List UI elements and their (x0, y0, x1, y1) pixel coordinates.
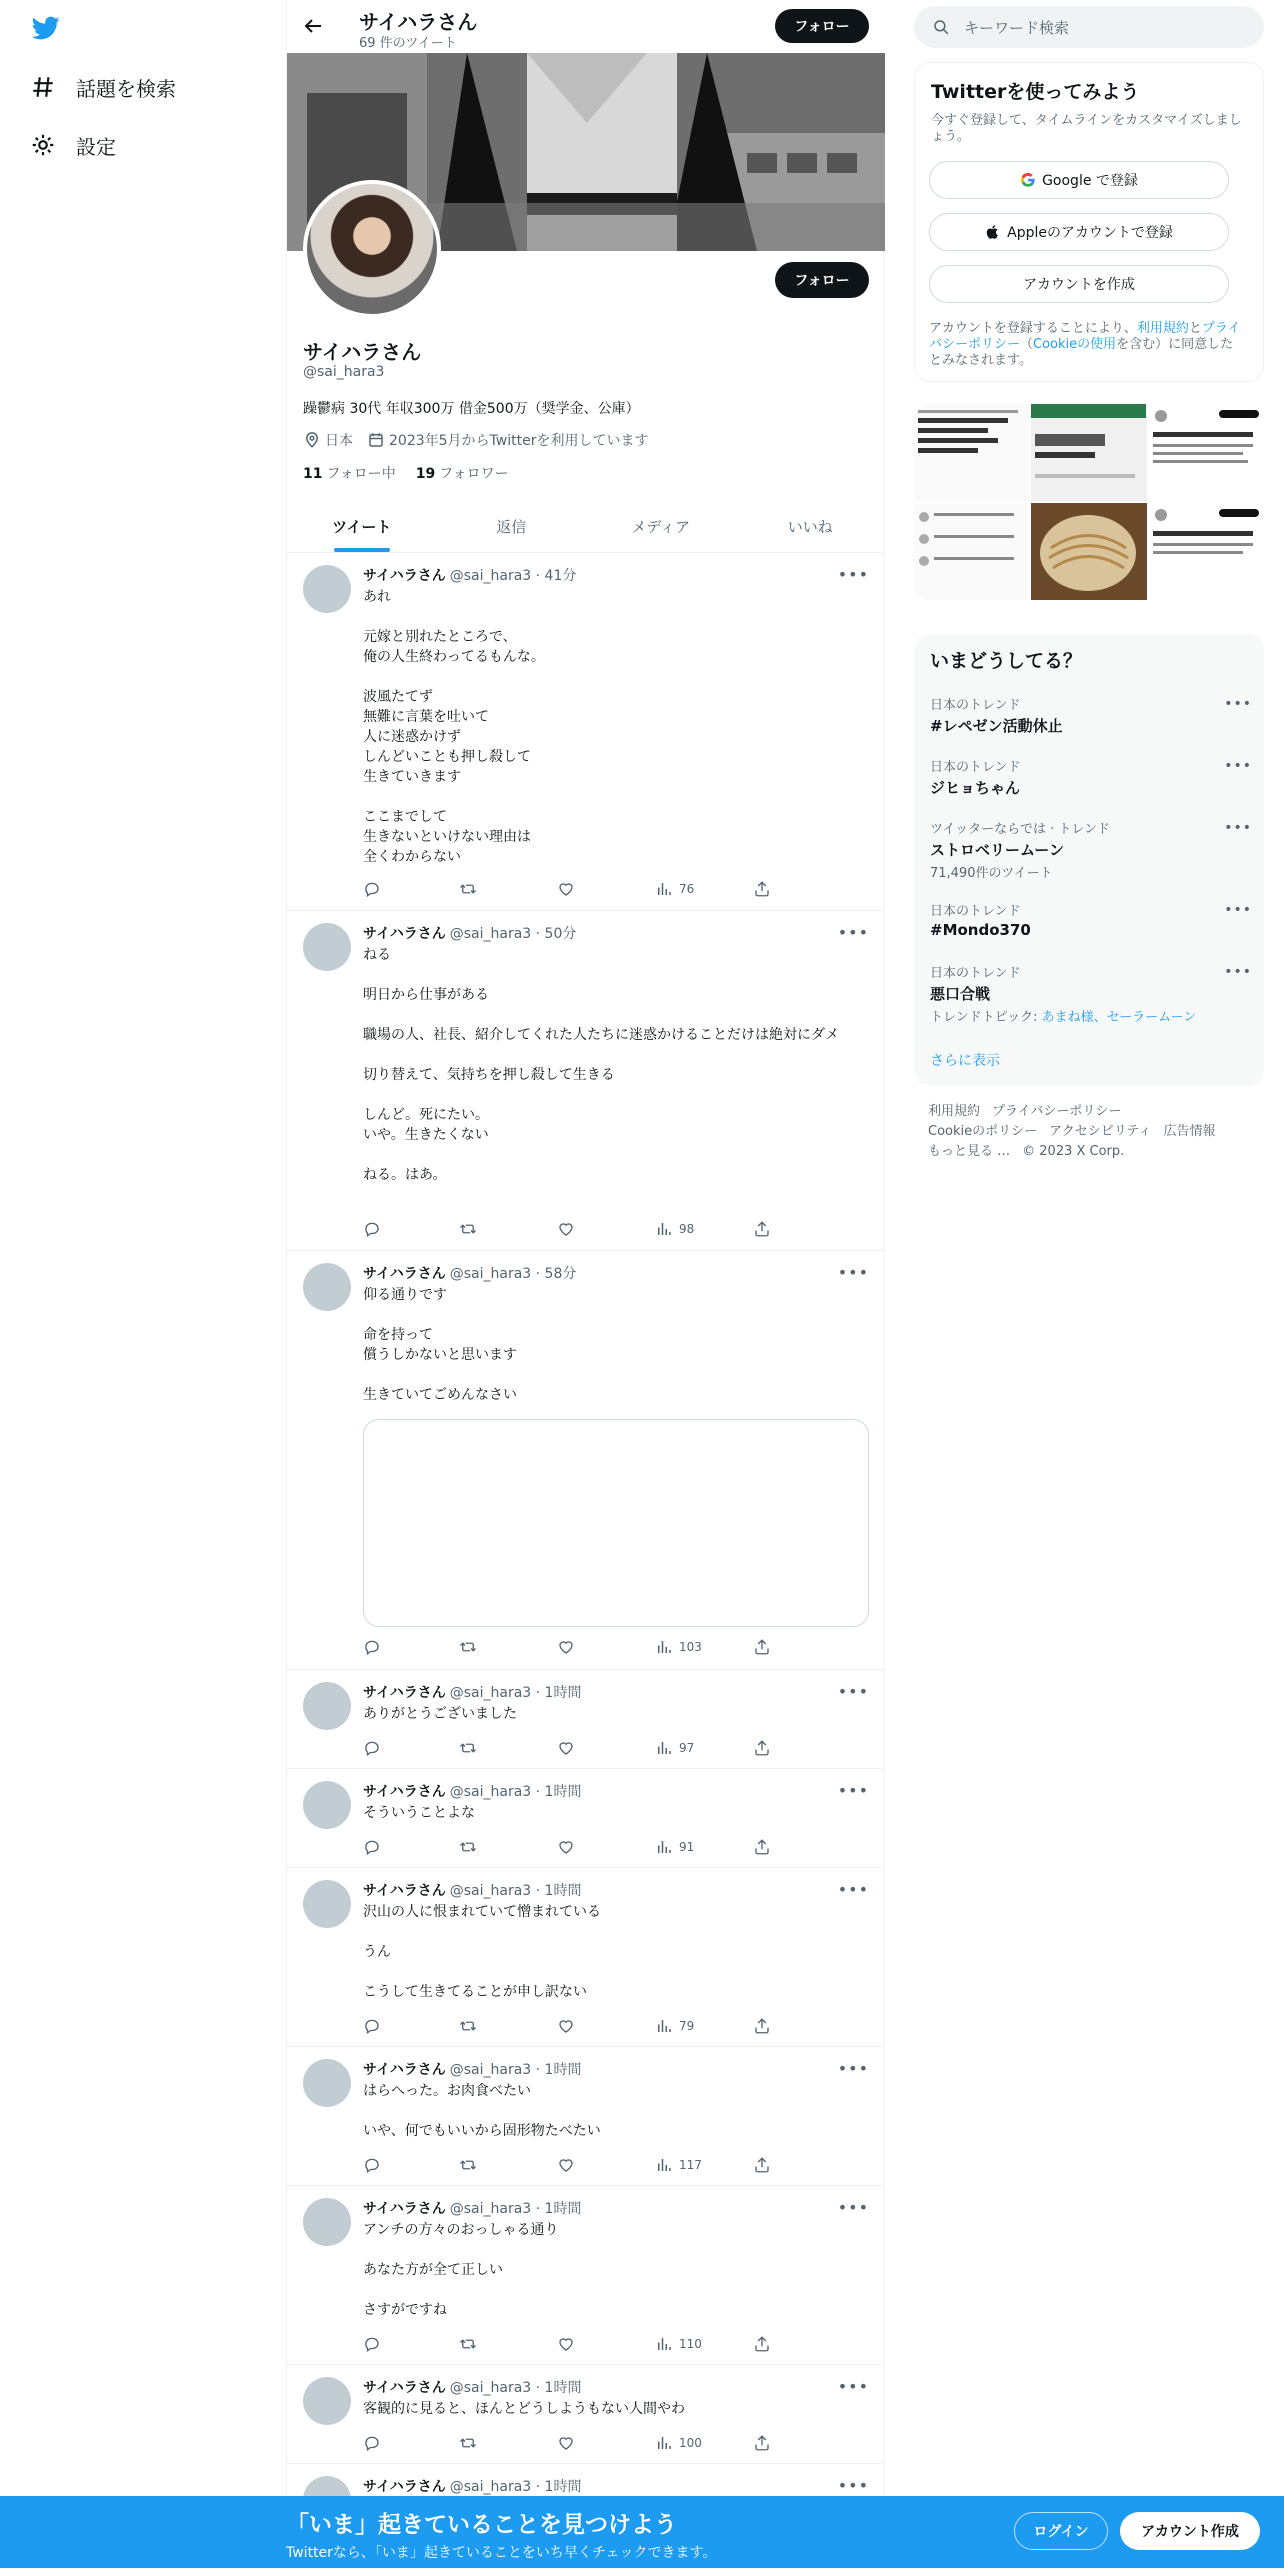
tweet[interactable] (287, 2047, 885, 2186)
privacy-link[interactable]: プライバシーポリシー (929, 321, 1241, 352)
tweet-header (363, 2198, 581, 2218)
google-signup-button[interactable] (929, 161, 1229, 199)
tweet-header (363, 565, 576, 585)
tweet-text: そういうことよな (363, 1805, 475, 1821)
tweet[interactable] (287, 2365, 885, 2464)
more-icon[interactable]: ••• (837, 2059, 869, 2078)
tweet-text: アンチの方々のおっしゃる通り あなた方が全て正しい さすがですね (363, 2222, 559, 2318)
tweet-author-name[interactable]: サイハラさん (363, 926, 446, 942)
tweet-avatar[interactable] (303, 1781, 351, 1829)
following-count: 11 (303, 466, 323, 482)
trend-topic-link[interactable]: あまね様、セーラームーン (1041, 1010, 1197, 1025)
profile-follow-stats (303, 463, 509, 483)
profile-joined-date: 2023年5月からTwitterを利用しています (389, 433, 649, 449)
trends-title: いまどうしてる？ (930, 650, 1083, 672)
nav-settings[interactable] (30, 125, 116, 165)
view-count: 79 (679, 2019, 695, 2033)
profile-meta (303, 430, 648, 450)
views-button[interactable] (655, 1837, 694, 1857)
nav-explore[interactable] (30, 67, 176, 107)
tweet-text: あれ 元嫁と別れたところで、 俺の人生終わってるもんな。 波風たてず 無難に言葉を吐いて 人に迷惑かけず しんどいことも押し殺して 生きていきます ここまでして 生きないといけない理由は 全くわからない (363, 589, 545, 865)
tweet-actions (363, 2016, 803, 2036)
profile-location: 日本 (325, 433, 353, 449)
heart-icon (557, 1220, 575, 1238)
trend-topic-prefix: トレンドトピック: (930, 1010, 1042, 1025)
view-count: 97 (679, 1741, 695, 1755)
nav-settings-label: 設定 (76, 134, 116, 159)
tweet-author-name[interactable]: サイハラさん (363, 1784, 446, 1800)
tweet-author-name[interactable]: サイハラさん (363, 2201, 446, 2217)
more-icon[interactable]: ••• (1224, 758, 1252, 774)
share-button[interactable] (753, 1219, 777, 1239)
share-icon (753, 1838, 771, 1856)
more-icon[interactable]: ••• (837, 1682, 869, 1701)
profile-bio: 躁鬱病 30代 年収300万 借金500万（奨学金、公庫） (303, 401, 640, 417)
profile-timeline (286, 0, 884, 2568)
media-preview-grid[interactable] (914, 404, 1264, 600)
signup-card-title: Twitterを使ってみよう (931, 81, 1140, 103)
reply-button[interactable] (363, 1738, 387, 1758)
views-bar-chart-icon (655, 1739, 673, 1757)
following-label: フォロー中 (326, 466, 396, 482)
heart-icon (557, 2335, 575, 2353)
share-icon (753, 2156, 771, 2174)
heart-icon (557, 2156, 575, 2174)
retweet-button[interactable] (459, 1219, 483, 1239)
more-icon[interactable]: ••• (837, 2377, 869, 2396)
tweet-actions (363, 879, 803, 899)
views-button[interactable] (655, 879, 694, 899)
tweet-actions (363, 1637, 803, 1657)
share-button[interactable] (753, 2016, 777, 2036)
tweet-handle-time: @sai_hara3 · 1時間 (449, 1883, 582, 1899)
retweet-icon (459, 1220, 477, 1238)
heart-icon (557, 1638, 575, 1656)
trend-context: 日本のトレンド (930, 966, 1021, 981)
tweet-header (363, 2476, 581, 2496)
views-bar-chart-icon (655, 1838, 673, 1856)
signup-card-subtitle: 今すぐ登録して、タイムラインをカスタマイズしましょう。 (931, 113, 1242, 144)
trend-title: ジヒョちゃん (930, 779, 1021, 797)
share-button[interactable] (753, 1738, 777, 1758)
share-button[interactable] (753, 879, 777, 899)
heart-icon (557, 1838, 575, 1856)
tweet-text: 沢山の人に恨まれていて憎まれている うん こうして生きてることが申し訳ない (363, 1904, 601, 2000)
views-bar-chart-icon (655, 2017, 673, 2035)
tweet-handle-time: @sai_hara3 · 1時間 (449, 2380, 582, 2396)
reply-button[interactable] (363, 2155, 387, 2175)
media-thumb-art (1031, 404, 1146, 501)
like-button[interactable] (557, 1837, 581, 1857)
view-count: 117 (679, 2158, 702, 2172)
reply-icon (363, 1739, 381, 1757)
heart-icon (557, 1739, 575, 1757)
footer-cookie[interactable]: Cookieのポリシー (928, 1124, 1038, 1139)
legal-text-3: （ (1020, 337, 1034, 352)
more-icon[interactable]: ••• (837, 565, 869, 584)
retweet-icon (459, 1638, 477, 1656)
media-thumb-art (1149, 404, 1264, 501)
more-icon[interactable]: ••• (837, 1263, 869, 1282)
reply-button[interactable] (363, 2334, 387, 2354)
tweet[interactable] (287, 2186, 885, 2365)
tweet-text: はらへった。お肉食べたい いや、何でもいいから固形物たべたい (363, 2083, 601, 2139)
media-thumb-art (914, 404, 1029, 501)
tweet[interactable] (287, 553, 885, 911)
reply-button[interactable] (363, 879, 387, 899)
share-icon (753, 880, 771, 898)
reply-icon (363, 1220, 381, 1238)
like-button[interactable] (557, 2155, 581, 2175)
reply-icon (363, 2156, 381, 2174)
trend-context: 日本のトレンド (930, 698, 1021, 713)
views-bar-chart-icon (655, 2434, 673, 2452)
signup-legal-text (929, 321, 1245, 369)
calendar-icon (367, 431, 385, 449)
tweet-header (363, 2059, 581, 2079)
retweet-icon (459, 1739, 477, 1757)
tweet-author-name[interactable]: サイハラさん (363, 2479, 446, 2495)
trend-title: 悪口合戦 (930, 985, 991, 1003)
gear-icon (30, 132, 56, 158)
view-count: 98 (679, 1222, 695, 1236)
trend-item[interactable] (930, 756, 1250, 798)
cookie-link[interactable]: Cookieの使用 (1033, 337, 1117, 352)
share-button[interactable] (753, 1837, 777, 1857)
trend-item[interactable] (930, 900, 1250, 939)
footer-ads[interactable]: 広告情報 (1163, 1124, 1216, 1139)
tweet-actions (363, 1219, 803, 1239)
followers-count: 19 (415, 466, 436, 482)
show-more-link[interactable]: さらに表示 (930, 1053, 1000, 1069)
trend-context: 日本のトレンド (930, 760, 1021, 775)
reply-button[interactable] (363, 1837, 387, 1857)
share-button[interactable] (753, 2334, 777, 2354)
tweet[interactable] (287, 1769, 885, 1868)
retweet-icon (459, 1838, 477, 1856)
search-box[interactable] (914, 6, 1264, 48)
like-button[interactable] (557, 2433, 581, 2453)
footer-accessibility[interactable]: アクセシビリティ (1049, 1124, 1152, 1139)
tweet-handle-time: @sai_hara3 · 1時間 (449, 2201, 582, 2217)
like-button[interactable] (557, 2334, 581, 2354)
tweet-avatar[interactable] (303, 2059, 351, 2107)
tweet-avatar[interactable] (303, 923, 351, 971)
apple-signup-button[interactable] (929, 213, 1229, 251)
trend-topic (930, 1006, 1250, 1025)
media-thumb-art (1031, 503, 1146, 600)
tweet-handle-time: @sai_hara3 · 41分 (449, 568, 577, 584)
like-button[interactable] (557, 2016, 581, 2036)
share-icon (753, 1739, 771, 1757)
retweet-button[interactable] (459, 1837, 483, 1857)
footer-more[interactable]: もっと見る … (928, 1144, 1011, 1159)
footer-copyright: © 2023 X Corp. (1022, 1144, 1125, 1159)
more-icon[interactable]: ••• (837, 923, 869, 942)
tweet-avatar[interactable] (303, 1880, 351, 1928)
tweet-text: ありがとうございました (363, 1706, 517, 1722)
reply-icon (363, 1638, 381, 1656)
retweet-button[interactable] (459, 2334, 483, 2354)
more-icon[interactable]: ••• (1224, 964, 1252, 980)
footer-terms[interactable]: 利用規約 (928, 1104, 981, 1119)
tab-media[interactable]: メディア (631, 517, 691, 536)
tweet-author-name[interactable]: サイハラさん (363, 2380, 446, 2396)
tweet-header (363, 1263, 576, 1283)
view-count: 91 (679, 1840, 695, 1854)
views-button[interactable] (655, 1637, 702, 1657)
signup-card (914, 62, 1264, 382)
share-button[interactable] (753, 1637, 777, 1657)
tweet[interactable] (287, 1868, 885, 2047)
reply-icon (363, 2434, 381, 2452)
views-bar-chart-icon (655, 2156, 673, 2174)
tweet-handle-time: @sai_hara3 · 1時間 (449, 1685, 582, 1701)
trend-title: #レペゼン活動休止 (930, 717, 1063, 735)
tweet-handle-time: @sai_hara3 · 1時間 (449, 1784, 582, 1800)
views-bar-chart-icon (655, 880, 673, 898)
header-tweet-count: 69 件のツイート (359, 36, 457, 51)
more-icon[interactable]: ••• (837, 2476, 869, 2495)
trend-tweet-count: 71,490件のツイート (930, 866, 1053, 881)
retweet-button[interactable] (459, 2433, 483, 2453)
view-count: 100 (679, 2436, 702, 2450)
tweet[interactable] (287, 911, 885, 1251)
retweet-button[interactable] (459, 2155, 483, 2175)
heart-icon (557, 2017, 575, 2035)
views-button[interactable] (655, 2334, 702, 2354)
followers-label: フォロワー (439, 466, 509, 482)
tweet[interactable] (287, 1251, 885, 1670)
tweet-author-name[interactable]: サイハラさん (363, 568, 446, 584)
media-thumb[interactable] (1149, 404, 1264, 501)
tweet-header (363, 1880, 581, 1900)
tweet-header (363, 2377, 581, 2397)
tweet-handle-time: @sai_hara3 · 1時間 (449, 2479, 582, 2495)
terms-link[interactable]: 利用規約 (1136, 321, 1189, 336)
tweet-actions (363, 2334, 803, 2354)
retweet-icon (459, 880, 477, 898)
heart-icon (557, 2434, 575, 2452)
share-icon (753, 2335, 771, 2353)
google-logo-icon (1020, 172, 1036, 188)
hashtag-icon (30, 74, 56, 100)
more-icon[interactable]: ••• (837, 2198, 869, 2217)
reply-icon (363, 1838, 381, 1856)
signup-prompt-bar (0, 2496, 1284, 2568)
legal-text-1: アカウントを登録することにより、 (929, 321, 1137, 336)
views-bar-chart-icon (655, 2335, 673, 2353)
retweet-button[interactable] (459, 2016, 483, 2036)
retweet-button[interactable] (459, 1637, 483, 1657)
tweet-avatar[interactable] (303, 2377, 351, 2425)
tweet[interactable] (287, 1670, 885, 1769)
tweet-actions (363, 1738, 803, 1758)
reply-icon (363, 2017, 381, 2035)
tab-likes[interactable]: いいね (787, 517, 833, 536)
tweet-author-name[interactable]: サイハラさん (363, 2062, 446, 2078)
like-button[interactable] (557, 1738, 581, 1758)
retweet-icon (459, 2434, 477, 2452)
profile-follow-button[interactable]: フォロー (775, 262, 869, 298)
tweet-avatar[interactable] (303, 2198, 351, 2246)
tweet-handle-time: @sai_hara3 · 50分 (449, 926, 577, 942)
media-thumb[interactable] (1149, 503, 1264, 600)
back-arrow-icon[interactable] (301, 14, 325, 38)
tweet-text: 仰る通りです 命を持って 償うしかないと思います 生きていてごめんなさい (363, 1287, 517, 1403)
tweet-header (363, 923, 576, 943)
media-thumb[interactable] (914, 503, 1029, 600)
footer-links (928, 1102, 1248, 1162)
share-button[interactable] (753, 2433, 777, 2453)
views-button[interactable] (655, 2016, 694, 2036)
share-icon (753, 1220, 771, 1238)
tweet-header (363, 1682, 581, 1702)
media-thumb[interactable] (914, 404, 1029, 501)
bottom-bar-subtitle: Twitterなら、「いま」起きていることをいち早くチェックできます。 (286, 2545, 717, 2561)
share-button[interactable] (753, 2155, 777, 2175)
google-signup-label: Google で登録 (1042, 173, 1138, 189)
tweet-actions (363, 2433, 803, 2453)
profile-tabs (287, 500, 885, 553)
search-placeholder: キーワード検索 (964, 18, 1070, 37)
header-follow-button[interactable]: フォロー (775, 9, 869, 43)
tweet-text: ねる 明日から仕事がある 職場の人、社長、紹介してくれた人たちに迷惑かけることだけは絶対にダメ 切り替えて、気持ちを押し殺して生きる しんど。死にたい。 いや。生きたくない ねる。はあ。 (363, 947, 839, 1183)
apple-logo-icon (985, 224, 1001, 240)
media-thumb-art (914, 503, 1029, 600)
trend-item[interactable] (930, 962, 1250, 1025)
like-button[interactable] (557, 1219, 581, 1239)
tab-tweets[interactable]: ツイート (287, 500, 437, 552)
views-button[interactable] (655, 1738, 694, 1758)
legal-text-2: と (1188, 321, 1202, 336)
nav-explore-label: 話題を検索 (76, 76, 176, 101)
create-account-button[interactable]: アカウントを作成 (929, 265, 1229, 303)
apple-signup-label: Appleのアカウントで登録 (1007, 225, 1173, 241)
reply-button[interactable] (363, 1219, 387, 1239)
tweet-avatar[interactable] (303, 565, 351, 613)
more-icon[interactable]: ••• (1224, 902, 1252, 918)
tweet-avatar[interactable] (303, 1682, 351, 1730)
trend-context: 日本のトレンド (930, 904, 1021, 919)
tweet-author-name[interactable]: サイハラさん (363, 1685, 446, 1701)
tweet-actions (363, 1837, 803, 1857)
like-button[interactable] (557, 1637, 581, 1657)
share-icon (753, 2017, 771, 2035)
trend-title: #Mondo370 (930, 921, 1031, 939)
signup-button[interactable]: アカウント作成 (1120, 2512, 1260, 2550)
legal-text-4: を含む）に同意したとみなされます。 (929, 337, 1234, 368)
tweet-media-card[interactable] (363, 1419, 869, 1627)
tweet-avatar[interactable] (303, 1263, 351, 1311)
share-icon (753, 2434, 771, 2452)
tweet-handle-time: @sai_hara3 · 1時間 (449, 2062, 582, 2078)
heart-icon (557, 880, 575, 898)
more-icon[interactable]: ••• (1224, 696, 1252, 712)
media-thumb[interactable] (1031, 404, 1146, 501)
reply-icon (363, 880, 381, 898)
search-icon (932, 18, 950, 36)
tab-replies[interactable]: 返信 (496, 517, 527, 536)
trend-item[interactable] (930, 694, 1250, 736)
login-button[interactable]: ログイン (1014, 2512, 1108, 2550)
twitter-bird-icon[interactable] (30, 14, 62, 42)
reply-button[interactable] (363, 2016, 387, 2036)
views-button[interactable] (655, 1219, 694, 1239)
retweet-icon (459, 2017, 477, 2035)
retweet-button[interactable] (459, 1738, 483, 1758)
right-sidebar (914, 0, 1264, 2568)
retweet-icon (459, 2335, 477, 2353)
retweet-button[interactable] (459, 879, 483, 899)
views-bar-chart-icon (655, 1220, 673, 1238)
profile-header-bar (287, 0, 885, 53)
footer-privacy[interactable]: プライバシーポリシー (992, 1104, 1122, 1119)
share-icon (753, 1638, 771, 1656)
profile-handle: @sai_hara3 (303, 364, 385, 380)
views-bar-chart-icon (655, 1638, 673, 1656)
profile-avatar[interactable] (303, 180, 441, 318)
header-display-name: サイハラさん (359, 10, 478, 34)
bottom-bar-title: 「いま」起きていることを見つけよう (286, 2512, 677, 2538)
views-button[interactable] (655, 2433, 702, 2453)
media-thumb-art (1149, 503, 1264, 600)
trend-item[interactable] (930, 818, 1250, 881)
trend-context: ツイッターならでは · トレンド (930, 822, 1111, 837)
like-button[interactable] (557, 879, 581, 899)
more-icon[interactable]: ••• (837, 1781, 869, 1800)
following-link[interactable] (303, 463, 396, 483)
view-count: 103 (679, 1640, 702, 1654)
tweet-handle-time: @sai_hara3 · 58分 (449, 1266, 577, 1282)
trend-title: ストロベリームーン (930, 841, 1064, 859)
reply-button[interactable] (363, 1637, 387, 1657)
tweet-header (363, 1781, 581, 1801)
more-icon[interactable]: ••• (1224, 820, 1252, 836)
views-button[interactable] (655, 2155, 702, 2175)
media-thumb[interactable] (1031, 503, 1146, 600)
trends-card (914, 634, 1264, 1086)
tweet-author-name[interactable]: サイハラさん (363, 1266, 446, 1282)
tweet-author-name[interactable]: サイハラさん (363, 1883, 446, 1899)
tweet-actions (363, 2155, 803, 2175)
tweet-text: 客観的に見ると、ほんとどうしようもない人間やわ (363, 2401, 685, 2417)
left-navigation (0, 0, 286, 2568)
profile-display-name: サイハラさん (303, 340, 422, 364)
followers-link[interactable] (416, 463, 509, 483)
location-pin-icon (303, 431, 321, 449)
retweet-icon (459, 2156, 477, 2174)
reply-button[interactable] (363, 2433, 387, 2453)
view-count: 110 (679, 2337, 702, 2351)
reply-icon (363, 2335, 381, 2353)
view-count: 76 (679, 882, 695, 896)
more-icon[interactable]: ••• (837, 1880, 869, 1899)
